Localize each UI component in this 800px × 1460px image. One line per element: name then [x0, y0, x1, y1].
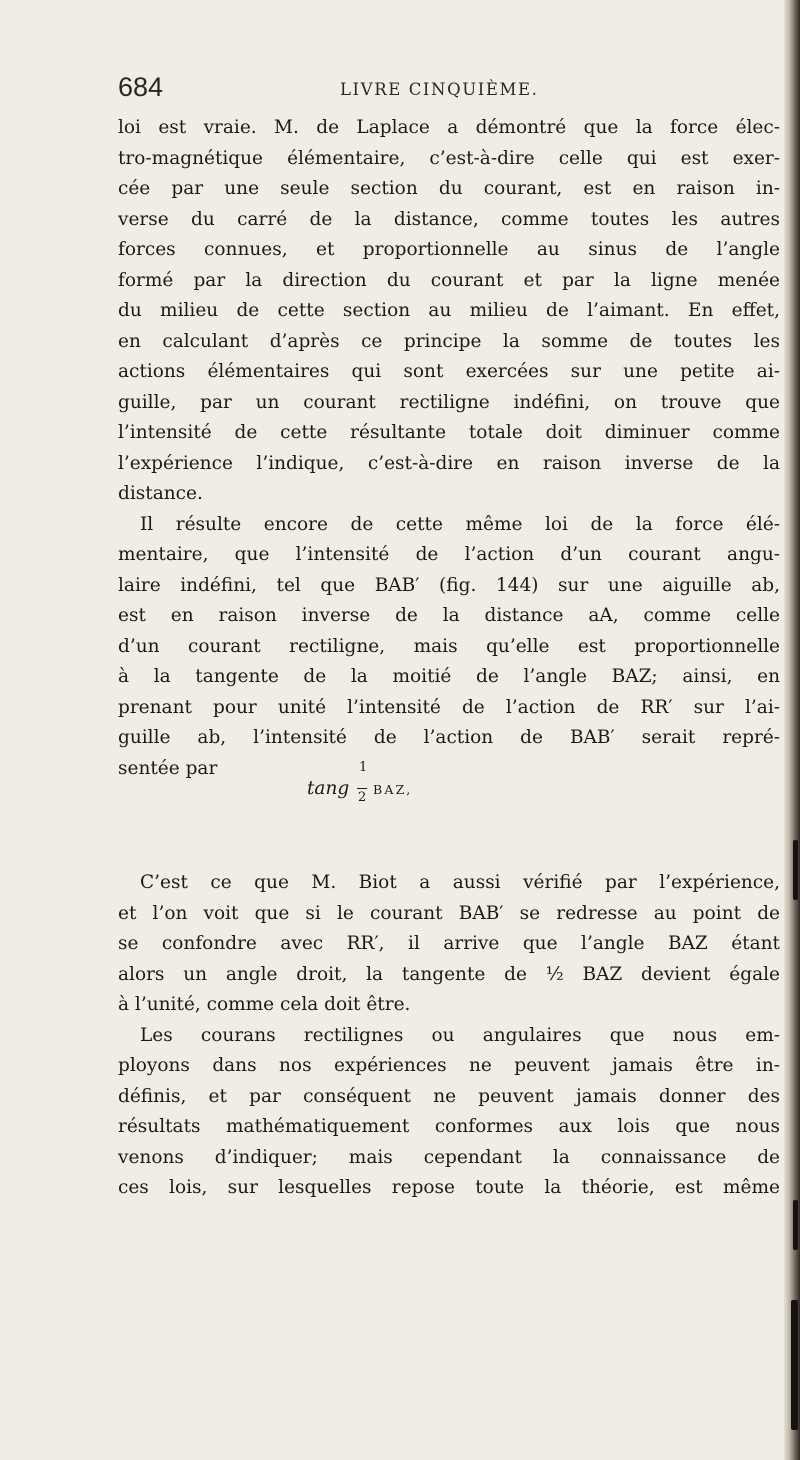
text-line: mentaire, que l’intensité de l’action d’un courant angu- — [118, 544, 780, 565]
fraction-bar — [357, 788, 367, 789]
text-line: en calculant d’après ce principe la somme de toutes les — [118, 330, 780, 352]
text-line: résultats mathématiquement conformes aux lois que nous — [118, 1116, 780, 1137]
text-line: se confondre avec RR′, il arrive que l’angle BAZ étant — [118, 933, 780, 954]
text-line: C’est ce que M. Biot a aussi vérifié par l’expérience, — [140, 872, 780, 893]
text-line: l’intensité de cette résultante totale doit diminuer comme — [118, 422, 780, 443]
text-line: guille ab, l’intensité de l’action de BAB′ serait repré- — [118, 727, 780, 748]
page-edge-mark — [793, 840, 798, 900]
text-line: venons d’indiquer; mais cependant la connaissance de — [118, 1146, 780, 1168]
text-line: sentée par — [118, 757, 218, 779]
text-line: laire indéfini, tel que BAB′ (fig. 144) sur une aiguille ab, — [118, 574, 780, 596]
text-line: du milieu de cette section au milieu de l’aimant. En effet, — [118, 300, 780, 321]
text-line: guille, par un courant rectiligne indéfini, on trouve que — [118, 391, 780, 413]
tangent-formula — [307, 760, 487, 818]
text-line: Il résulte encore de cette même loi de la force élé- — [140, 513, 780, 535]
formula-denominator: 2 — [358, 790, 367, 805]
formula-function: tang — [307, 778, 350, 799]
text-line: d’un courant rectiligne, mais qu’elle est proportionnelle — [118, 635, 780, 657]
text-line: formé par la direction du courant et par la ligne menée — [118, 269, 780, 291]
text-line: prenant pour unité l’intensité de l’action de RR′ sur l’ai- — [118, 696, 780, 718]
text-line: tro-magnétique élémentaire, c’est-à-dire celle qui est exer- — [118, 147, 780, 169]
text-line: alors un angle droit, la tangente de ½ BAZ devient égale — [118, 963, 780, 985]
text-line: cée par une seule section du courant, est en raison in- — [118, 178, 780, 199]
formula-argument: BAZ, — [373, 782, 413, 797]
running-head: LIVRE CINQUIÈME. — [340, 80, 539, 99]
text-line: ces lois, sur lesquelles repose toute la théorie, est même — [118, 1177, 780, 1198]
text-line: loi est vraie. M. de Laplace a démontré que la force élec- — [118, 117, 780, 138]
text-line: à la tangente de la moitié de l’angle BAZ; ainsi, en — [118, 666, 780, 687]
page-edge-mark — [793, 1200, 798, 1250]
page-number: 684 — [118, 72, 164, 102]
page-header — [118, 72, 788, 112]
text-line: à l’unité, comme cela doit être. — [118, 994, 411, 1015]
text-line: définis, et par conséquent ne peuvent jamais donner des — [118, 1085, 780, 1107]
text-line: actions élémentaires qui sont exercées sur une petite ai- — [118, 361, 780, 382]
text-line: Les courans rectilignes ou angulaires que nous em- — [140, 1024, 780, 1046]
text-line: forces connues, et proportionnelle au sinus de l’angle — [118, 239, 780, 260]
page-edge-shadow — [784, 0, 800, 1460]
text-line: est en raison inverse de la distance aA, comme celle — [118, 605, 780, 626]
formula-numerator: 1 — [359, 760, 368, 775]
text-line: verse du carré de la distance, comme toutes les autres — [118, 208, 780, 230]
text-line: ployons dans nos expériences ne peuvent jamais être in- — [118, 1055, 780, 1076]
page-edge-mark — [791, 1300, 798, 1430]
text-line: et l’on voit que si le courant BAB′ se redresse au point de — [118, 902, 780, 924]
text-line: l’expérience l’indique, c’est-à-dire en raison inverse de la — [118, 452, 780, 474]
body-text — [118, 113, 780, 1204]
text-line: distance. — [118, 483, 203, 504]
